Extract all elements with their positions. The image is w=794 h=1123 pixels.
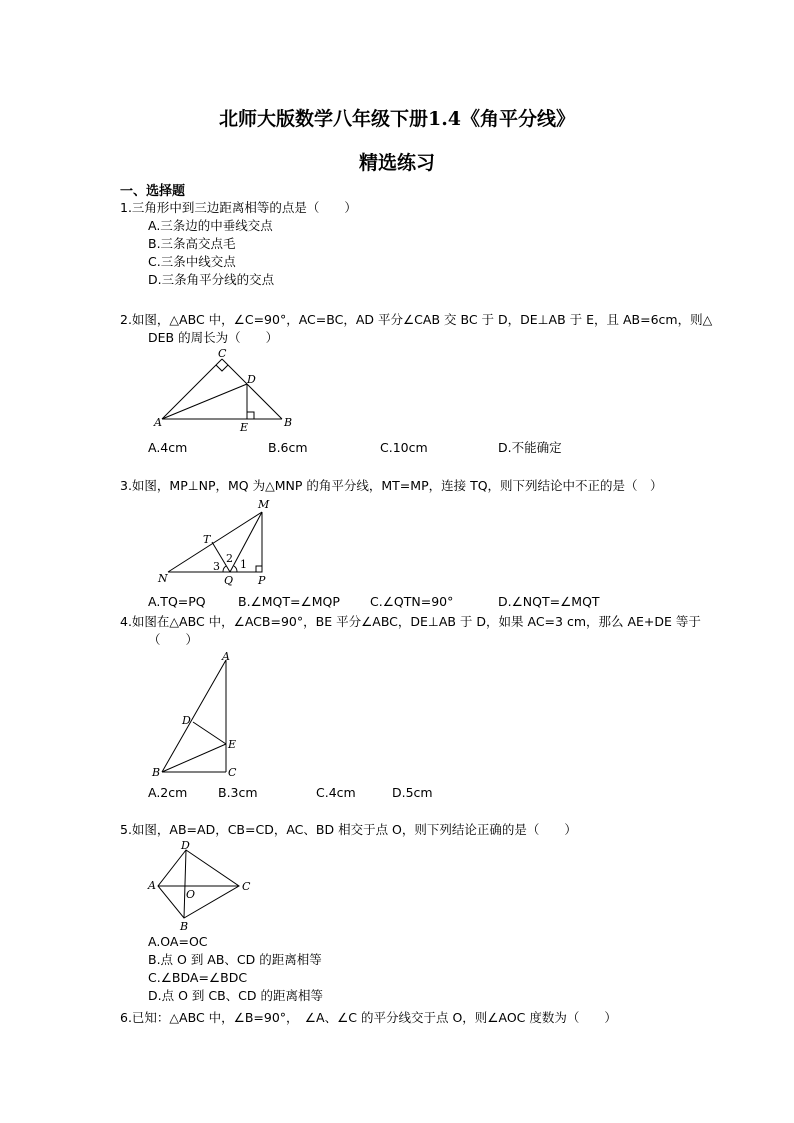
q2-option-b: B.6cm [268, 440, 308, 455]
q2-option-c: C.10cm [380, 440, 428, 455]
q4-side-ab [162, 660, 226, 772]
q3-label-m: M [258, 498, 270, 511]
q5-label-d: D [181, 839, 190, 852]
q3-option-d: D.∠NQT=∠MQT [498, 594, 600, 609]
q3-option-b: B.∠MQT=∠MQP [238, 594, 340, 609]
q3-angle-1: 1 [240, 558, 247, 571]
q4-option-a: A.2cm [148, 785, 188, 800]
q2-side-cb [222, 359, 282, 419]
q3-option-c: C.∠QTN=90° [370, 594, 454, 609]
q5-option-c: C.∠BDA=∠BDC [148, 970, 248, 985]
q3-label-n: N [158, 572, 168, 585]
q4-option-d: D.5cm [392, 785, 433, 800]
page-title: 北师大版数学八年级下册1.4《角平分线》 [218, 108, 576, 130]
q5-figure [146, 838, 261, 933]
q5-option-a: A.OA=OC [148, 934, 208, 949]
q5-label-o: O [186, 888, 196, 901]
q4-segment-be [162, 744, 226, 772]
q3-right-angle-p [256, 566, 262, 572]
q2-option-d: D.不能确定 [498, 440, 562, 455]
section-heading: 一、选择题 [120, 184, 186, 199]
q5-quadrilateral-abcd [158, 850, 239, 918]
q2-segment-ad [162, 384, 247, 419]
q1-option-a: A.三条边的中垂线交点 [148, 218, 273, 233]
q4-stem-line1: 4.如图在△ABC 中，∠ACB=90°，BE 平分∠ABC，DE⊥AB 于 D，如果 AC=3 cm，那么 AE+DE 等于 [120, 614, 701, 629]
q6-stem: 6.已知：△ABC 中，∠B=90°， ∠A、∠C 的平分线交于点 O，则∠AOC 度数为（ ） [120, 1010, 617, 1025]
q5-option-b: B.点 O 到 AB、CD 的距离相等 [148, 952, 322, 967]
q2-label-d: D [247, 373, 256, 386]
q4-label-c: C [228, 766, 237, 779]
q2-figure [150, 346, 300, 432]
q5-stem: 5.如图，AB=AD，CB=CD，AC、BD 相交于点 O，则下列结论正确的是（ ） [120, 822, 577, 837]
q5-option-d: D.点 O 到 CB、CD 的距离相等 [148, 988, 323, 1003]
q3-angle-3: 3 [213, 560, 220, 573]
q5-label-b: B [180, 920, 189, 933]
q4-label-d: D [182, 714, 191, 727]
page-subtitle: 精选练习 [358, 152, 435, 174]
q3-option-a: A.TQ=PQ [148, 594, 206, 609]
q1-option-c: C.三条中线交点 [148, 254, 236, 269]
q4-option-b: B.3cm [218, 785, 258, 800]
q4-option-c: C.4cm [316, 785, 356, 800]
q2-option-a: A.4cm [148, 440, 188, 455]
q4-stem-line2: （ ） [148, 632, 199, 647]
q4-label-b: B [152, 766, 161, 779]
q4-label-e: E [228, 738, 237, 751]
q5-diagonal-bd [184, 850, 186, 918]
q2-stem-line2: DEB 的周长为（ ） [148, 330, 279, 345]
q1-stem: 1.三角形中到三边距离相等的点是（ ） [120, 200, 357, 215]
q2-label-a: A [154, 416, 162, 429]
q2-side-ac [162, 359, 222, 419]
q2-right-angle-c [216, 365, 228, 371]
q2-label-b: B [284, 416, 293, 429]
q2-stem-line1: 2.如图，△ABC 中，∠C=90°，AC=BC，AD 平分∠CAB 交 BC 于 D，DE⊥AB 于 E，且 AB=6cm，则△ [120, 312, 713, 327]
q5-label-a: A [148, 879, 156, 892]
q4-label-a: A [222, 650, 230, 663]
q3-stem: 3.如图，MP⊥NP，MQ 为△MNP 的角平分线，MT=MP，连接 TQ，则下列结论中不正的是（ ） [120, 478, 663, 493]
q1-option-d: D.三条角平分线的交点 [148, 272, 275, 287]
q4-figure [148, 650, 248, 782]
q2-label-e: E [240, 421, 249, 432]
q3-label-p: P [258, 574, 266, 586]
q2-label-c: C [218, 347, 227, 360]
q5-label-c: C [242, 880, 251, 893]
q3-label-q: Q [224, 574, 234, 586]
q4-segment-de [193, 722, 226, 744]
q3-label-t: T [203, 533, 211, 546]
q1-option-b: B.三条高交点毛 [148, 236, 236, 251]
q3-angle-2: 2 [226, 552, 233, 565]
q2-right-angle-e [247, 412, 254, 419]
q3-figure [150, 496, 280, 586]
